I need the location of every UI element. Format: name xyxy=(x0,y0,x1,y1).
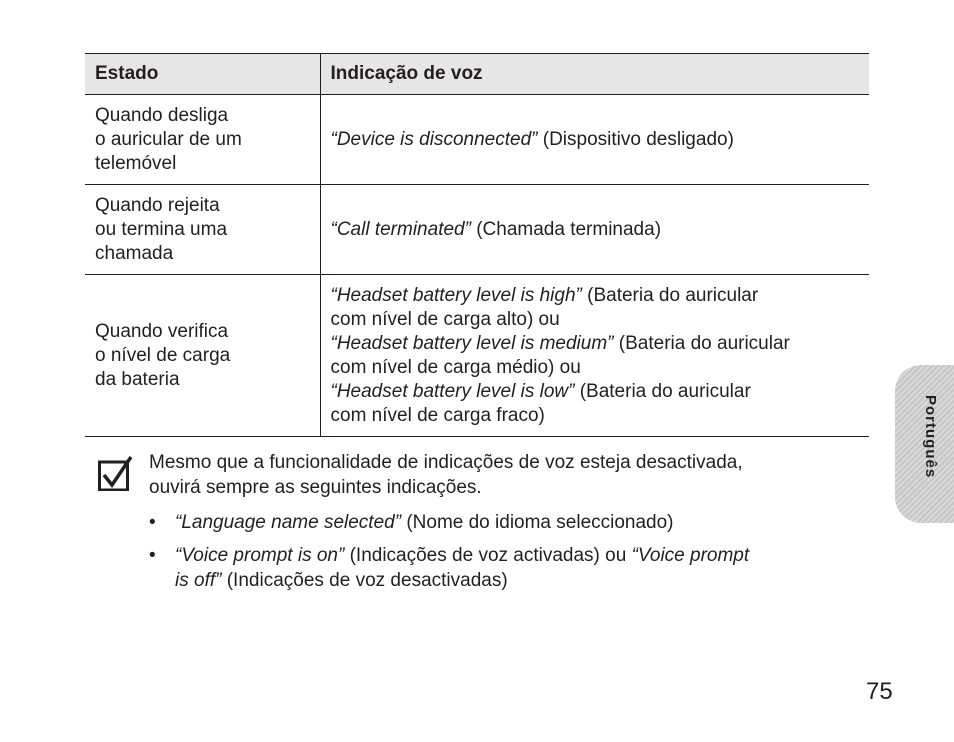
voice-line xyxy=(331,218,860,242)
bullet-icon: • xyxy=(149,512,156,533)
voice-translation: (Dispositivo desligado) xyxy=(537,128,734,150)
state-line: o nível de carga xyxy=(95,344,231,366)
voice-prompt-text: “Voice prompt is on” xyxy=(175,545,345,566)
checkbox-check-icon xyxy=(98,455,134,491)
table-row xyxy=(85,275,869,437)
table-header-row xyxy=(85,54,869,95)
voice-prompt-text: “Language name selected” xyxy=(175,512,402,533)
table-row xyxy=(85,95,869,185)
state-line: o auricular de um xyxy=(95,128,242,150)
note-line: ouvirá sempre as seguintes indicações. xyxy=(149,477,482,498)
bullet-line xyxy=(175,510,869,535)
state-line: Quando verifica xyxy=(95,320,229,342)
table-row xyxy=(85,185,869,275)
voice-translation: (Nome do idioma seleccionado) xyxy=(401,512,674,533)
bullet-line xyxy=(175,543,869,568)
voice-translation: (Chamada terminada) xyxy=(470,218,662,240)
state-line: da bateria xyxy=(95,368,180,390)
voice-line xyxy=(331,332,860,356)
voice-translation: com nível de carga médio) ou xyxy=(330,356,581,378)
voice-line xyxy=(331,128,860,152)
voice-indication-table xyxy=(85,53,869,437)
page-number: 75 xyxy=(866,678,893,705)
state-line: ou termina uma xyxy=(95,218,228,240)
voice-cell xyxy=(320,275,869,437)
voice-translation: (Indicações de voz activadas) ou xyxy=(344,545,632,566)
voice-line xyxy=(331,308,860,332)
voice-translation: (Bateria do auricular xyxy=(581,284,759,306)
state-cell xyxy=(85,275,320,437)
state-cell xyxy=(85,95,320,185)
voice-cell xyxy=(320,185,869,275)
state-line: Quando desliga xyxy=(95,104,229,126)
bullet-line xyxy=(175,568,869,593)
state-line: chamada xyxy=(95,242,174,264)
column-header-voice: Indicação de voz xyxy=(320,54,869,95)
column-header-state: Estado xyxy=(85,54,320,95)
bullet-icon: • xyxy=(149,545,156,566)
voice-prompt-text: “Call terminated” xyxy=(330,218,471,240)
voice-line xyxy=(331,404,860,428)
voice-prompt-text: “Voice prompt xyxy=(631,545,750,566)
state-cell xyxy=(85,185,320,275)
note-line: Mesmo que a funcionalidade de indicações de voz esteja desactivada, xyxy=(149,452,743,473)
voice-translation: (Bateria do auricular xyxy=(574,380,751,402)
note-text xyxy=(149,450,869,500)
state-line: telemóvel xyxy=(95,152,177,174)
voice-prompt-text: “Device is disconnected” xyxy=(330,128,538,150)
voice-translation: com nível de carga alto) ou xyxy=(330,308,560,330)
voice-prompt-text: “Headset battery level is medium” xyxy=(330,332,614,354)
voice-prompt-text: “Headset battery level is low” xyxy=(330,380,575,402)
language-tab-label: Português xyxy=(922,395,939,479)
voice-translation: (Indicações de voz desactivadas) xyxy=(221,570,508,591)
voice-translation: com nível de carga fraco) xyxy=(330,404,545,426)
voice-line xyxy=(331,356,860,380)
voice-prompt-text: is off” xyxy=(175,570,222,591)
voice-cell xyxy=(320,95,869,185)
voice-line xyxy=(331,284,860,308)
state-line: Quando rejeita xyxy=(95,194,220,216)
voice-translation: (Bateria do auricular xyxy=(613,332,790,354)
voice-line xyxy=(331,380,860,404)
voice-prompt-text: “Headset battery level is high” xyxy=(330,284,582,306)
